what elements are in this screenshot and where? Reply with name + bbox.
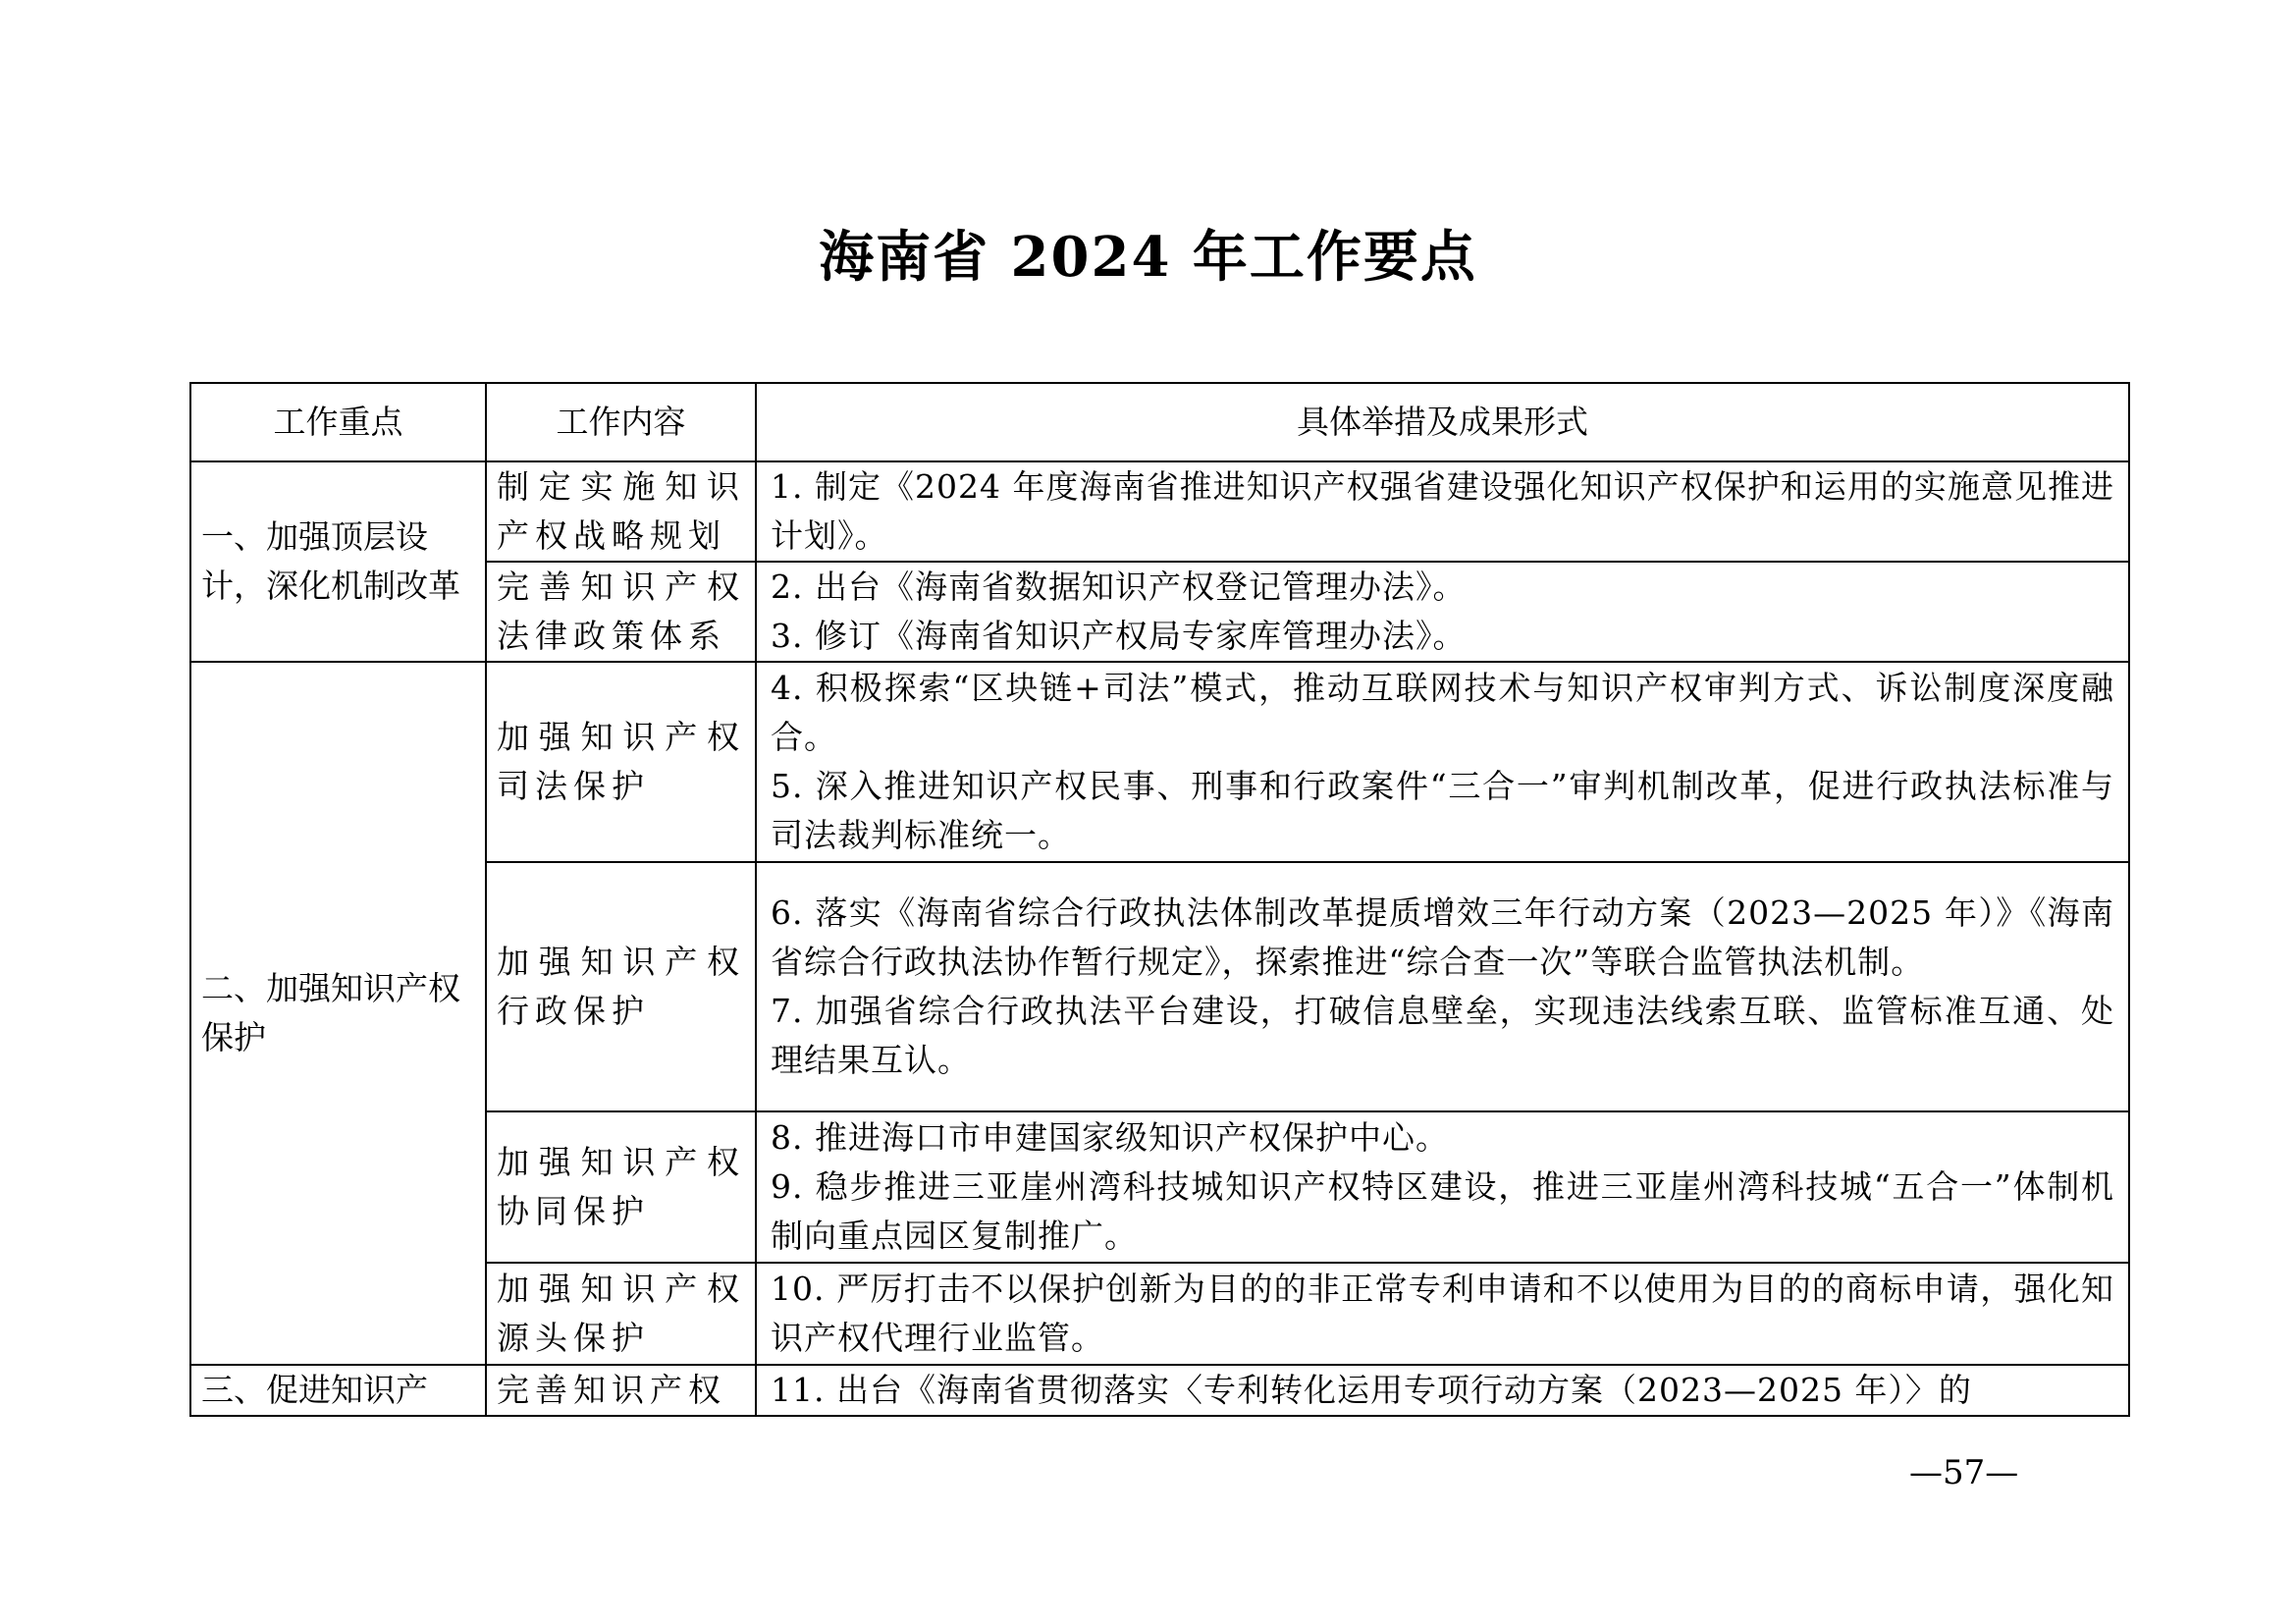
measures-cell	[756, 1111, 2129, 1263]
measures-cell	[756, 862, 2129, 1111]
content-cell: 加强知识产权源头保护	[486, 1263, 756, 1365]
table-row	[190, 1365, 2129, 1416]
content-cell: 制定实施知识产权战略规划	[486, 461, 756, 562]
measure-item: 5. 深入推进知识产权民事、刑事和行政案件“三合一”审判机制改革，促进行政执法标准与司法裁判标准统一。	[771, 767, 2114, 854]
focus-cell: 一、加强顶层设计，深化机制改革	[190, 461, 486, 662]
measures-cell	[756, 1365, 2129, 1416]
page-title: 海南省 2024 年工作要点	[819, 225, 1477, 290]
measures-cell	[756, 461, 2129, 562]
content-cell: 完善知识产权法律政策体系	[486, 562, 756, 662]
header-measures: 具体举措及成果形式	[756, 383, 2129, 461]
measure-item: 10. 严厉打击不以保护创新为目的的非正常专利申请和不以使用为目的的商标申请，强化知识产权代理行业监管。	[771, 1270, 2114, 1357]
measure-item: 9. 稳步推进三亚崖州湾科技城知识产权特区建设，推进三亚崖州湾科技城“五合一”体制机制向重点园区复制推广。	[771, 1167, 2114, 1255]
measure-item: 6. 落实《海南省综合行政执法体制改革提质增效三年行动方案（2023—2025 年）》《海南省综合行政执法协作暂行规定》，探索推进“综合查一次”等联合监管执法机制。	[771, 893, 2114, 981]
work-points-table	[189, 382, 2130, 1417]
measures-cell	[756, 662, 2129, 862]
content-cell: 完善知识产权	[486, 1365, 756, 1416]
measures-cell	[756, 1263, 2129, 1365]
header-work-content: 工作内容	[486, 383, 756, 461]
measure-item: 11. 出台《海南省贯彻落实〈专利转化运用专项行动方案（2023—2025 年）〉的	[771, 1371, 1972, 1409]
table-header-row	[190, 383, 2129, 461]
table-row	[190, 461, 2129, 562]
content-cell: 加强知识产权协同保护	[486, 1111, 756, 1263]
content-cell: 加强知识产权司法保护	[486, 662, 756, 862]
content-cell: 加强知识产权行政保护	[486, 862, 756, 1111]
measure-item: 4. 积极探索“区块链+司法”模式，推动互联网技术与知识产权审判方式、诉讼制度深度融合。	[771, 669, 2114, 756]
measure-item: 1. 制定《2024 年度海南省推进知识产权强省建设强化知识产权保护和运用的实施意见推进计划》。	[771, 467, 2114, 555]
measure-item: 2. 出台《海南省数据知识产权登记管理办法》。	[771, 568, 1467, 606]
measure-item: 7. 加强省综合行政执法平台建设，打破信息壁垒，实现违法线索互联、监管标准互通、处理结果互认。	[771, 992, 2114, 1079]
header-work-focus: 工作重点	[190, 383, 486, 461]
table-row	[190, 662, 2129, 862]
measure-item: 3. 修订《海南省知识产权局专家库管理办法》。	[771, 617, 1467, 655]
measure-item: 8. 推进海口市申建国家级知识产权保护中心。	[771, 1118, 1449, 1157]
measures-cell	[756, 562, 2129, 662]
focus-cell: 三、促进知识产	[190, 1365, 486, 1416]
focus-cell: 二、加强知识产权保护	[190, 662, 486, 1365]
page-number: —57—	[1909, 1453, 2019, 1492]
